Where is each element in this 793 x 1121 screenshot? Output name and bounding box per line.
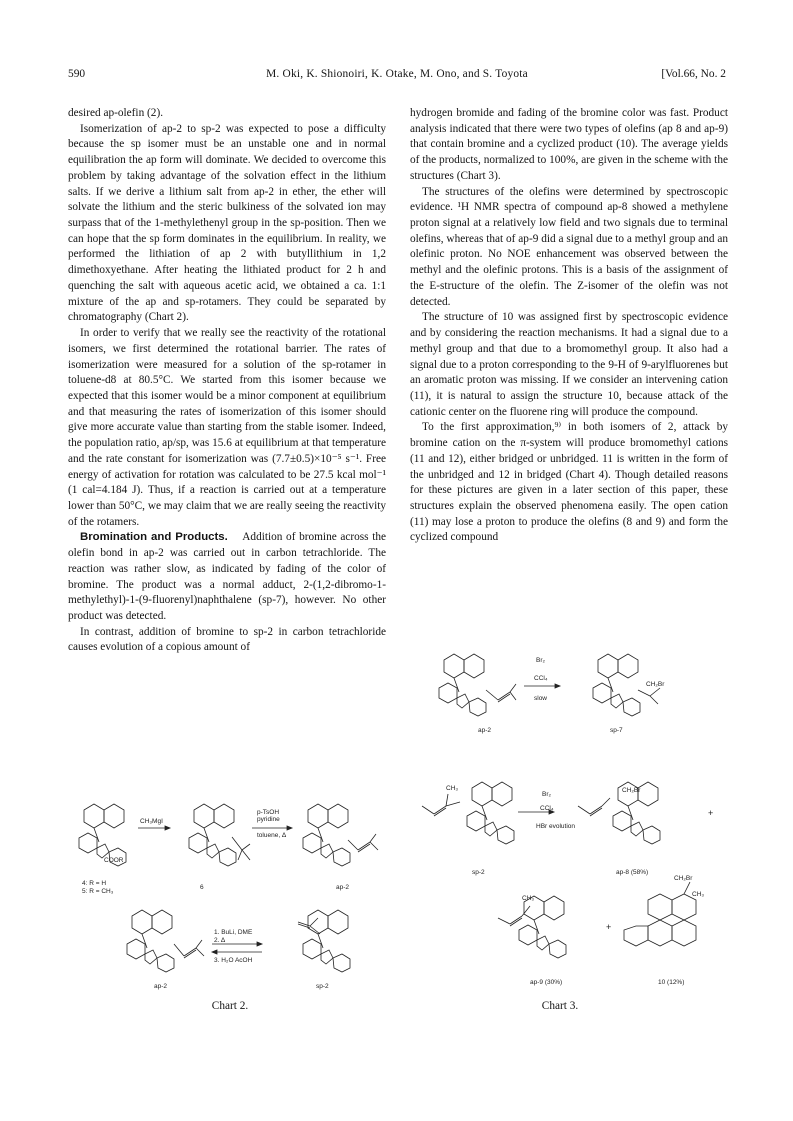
paragraph: Isomerization of ap-2 to sp-2 was expected to pose a difficulty because the sp isomer must be an unstable one and in normal equilibration the ap form will dominate. We decided to overcome this problem by taking advantage of the solvation effect in the lithium salts. If we derive a lithium salt from ap-2 in ether, the ether will solvate the lithium and the steric bulkiness of the solvated ion may surpass that of the 1-methylethenyl group in the sp-position. Then we can hope that the sp form dominates in the equilibrium. In reality, we performed the lithiation of ap 2 with butyllithium in 1,2 dimethoxyethane. After heating the lithiated product for 2 h and quenching the salt with aqueous acetic acid, we obtained a ca. 1:1 mixture of the ap and sp-rotamers. They could be separated by chromatography (Chart 2).: [68, 122, 386, 324]
compound-label: ap-2: [336, 884, 350, 891]
paragraph: hydrogen bromide and fading of the bromine color was fast. Product analysis indicated that there were two types of olefins (ap 8 and ap-9) that contain bromine and a cyclized product (10). The average yields of the products, normalized to 100%, are given in the scheme with the structures (Chart 3).: [410, 107, 728, 182]
reagent-label: slow: [534, 695, 548, 702]
reagent-label: toluene, Δ: [257, 832, 287, 839]
plus-sign: +: [606, 922, 612, 932]
paragraph: The structures of the olefins were determined by spectroscopic evidence. ¹H NMR spectra of compound ap-8 showed a methylene proton signal at a relatively low field and two signals due to terminal olefins, whereas that of ap-9 did a signal due to a methyl group and an olefinic proton. No NOE enhancement was observed between the methyl and the olefinic protons. This is a basis of the assignment of the E-structure of the olefin. The Z-isomer of the olefin was not detected.: [410, 185, 728, 308]
compound-label: sp-2: [472, 869, 485, 876]
chart-2-scheme: [66, 792, 390, 1002]
group-label: CH₃: [522, 895, 535, 902]
compound-label: sp-2: [316, 983, 329, 990]
paragraph: Addition of bromine across the olefin bond in ap-2 was carried out in carbon tetrachloride. The reaction was rather slow, as indicated by fading of the color of bromine. The product was a normal adduct, 2-(1,2-dibromo-1-methylethyl)-1-(9-fluorenyl)naphthalene (sp-7), however. No other product was detected.: [68, 531, 387, 622]
group-label: CH₃: [446, 785, 459, 792]
group-label: CH₂Br: [674, 875, 693, 882]
compound-label: sp-7: [610, 727, 623, 734]
chart-3-caption: Chart 3.: [541, 1000, 579, 1012]
paragraph: The structure of 10 was assigned first by spectroscopic evidence and by considering the reaction mechanisms. It had a signal due to a methyl group and that due to a bromomethyl group. It also had a signal due to a proton corresponding to the 9-H of 9-arylfluorenes but an aromatic proton was missing. If we consider an intervening cation (11), it is natural to assign the structure 10, because attack of the cationic center on the fluorene ring will produce the compound.: [410, 311, 728, 418]
reagent-label: CH₃MgI: [140, 818, 163, 825]
reagent-label: HBr evolution: [536, 823, 576, 830]
reagent-label: CCl₄: [534, 675, 548, 682]
header-volume: [Vol.66, No. 2: [661, 68, 726, 80]
group-label: COOR: [104, 857, 124, 864]
step-label: 1. BuLi, DME: [214, 929, 253, 936]
reagent-label: Br₂: [536, 657, 546, 664]
plus-sign: +: [708, 808, 714, 818]
left-column: [68, 106, 386, 656]
compound-label: ap-2: [154, 983, 168, 990]
group-label: CH₃: [692, 891, 705, 898]
section-title: Bromination and Products.: [80, 531, 228, 544]
paragraph: In contrast, addition of bromine to sp-2 in carbon tetrachloride causes evolution of a copious amount of: [68, 625, 386, 654]
paragraph: To the first approximation,⁹⁾ in both isomers of 2, attack by bromine cation on the π-system will produce bromomethyl cations (11 and 12), either bridged or unbridged. 11 is written in the form of the unbridged and 12 in bridged (Chart 4). Though detailed reasons for these pictures are given in a later section of this paper, these structures explain the observed phenomena easily. The open cation (11) may lose a proton to produce the olefins (8 and 9) and form the cyclized compound: [410, 421, 728, 544]
right-column: [410, 106, 728, 546]
group-label: CH₂Br: [622, 787, 641, 794]
compound-label: 10 (12%): [658, 979, 685, 986]
running-header: [68, 68, 726, 84]
compound-label: ap-9 (30%): [530, 979, 563, 986]
header-authors: M. Oki, K. Shionoiri, K. Otake, M. Ono, and S. Toyota: [266, 68, 528, 80]
reagent-label: p-TsOH: [257, 809, 280, 816]
step-label: 3. H₂O AcOH: [214, 957, 253, 964]
chart-2-caption: Chart 2.: [211, 1000, 249, 1012]
reagent-label: pyridine: [257, 816, 280, 823]
compound-label: 4: R = H: [82, 880, 107, 887]
step-label: 2. Δ: [214, 937, 226, 944]
compound-label: 6: [200, 884, 204, 891]
reagent-label: CCl₄: [540, 805, 554, 812]
compound-label: ap-8 (58%): [616, 869, 649, 876]
paragraph: desired ap-olefin (2).: [68, 107, 164, 119]
reagent-label: Br₂: [542, 791, 552, 798]
page-number: 590: [68, 68, 86, 80]
compound-label: 5: R = CH₃: [82, 888, 114, 895]
compound-label: ap-2: [478, 727, 492, 734]
paragraph: In order to verify that we really see the reactivity of the rotational isomers, we first determined the rotational barrier. The rates of isomerization were measured for a solution of the sp-rotamer in toluene-d8 at 80.5°C. We started from this isomer because we expected that this isomer would be a minor component at equilibrium and that measuring the rates of isomerization of this isomer should give more accurate value than starting from the stable isomer. Indeed, the population ratio, ap/sp, was 15.6 at equilibrium at that temperature and the rate constant for isomerization was (7.7±0.5)×10⁻⁵ s⁻¹. Free energy of activation for rotation was calculated to be 27.5 kcal mol⁻¹ (1 cal=4.184 J). Thus, if a reaction is carried out at a temperature lower than 50°C, we may claim that we are really seeing the reactivity of the rotamers.: [68, 327, 386, 528]
group-label: CH₂Br: [646, 681, 665, 688]
chart-3-scheme: [410, 642, 730, 990]
